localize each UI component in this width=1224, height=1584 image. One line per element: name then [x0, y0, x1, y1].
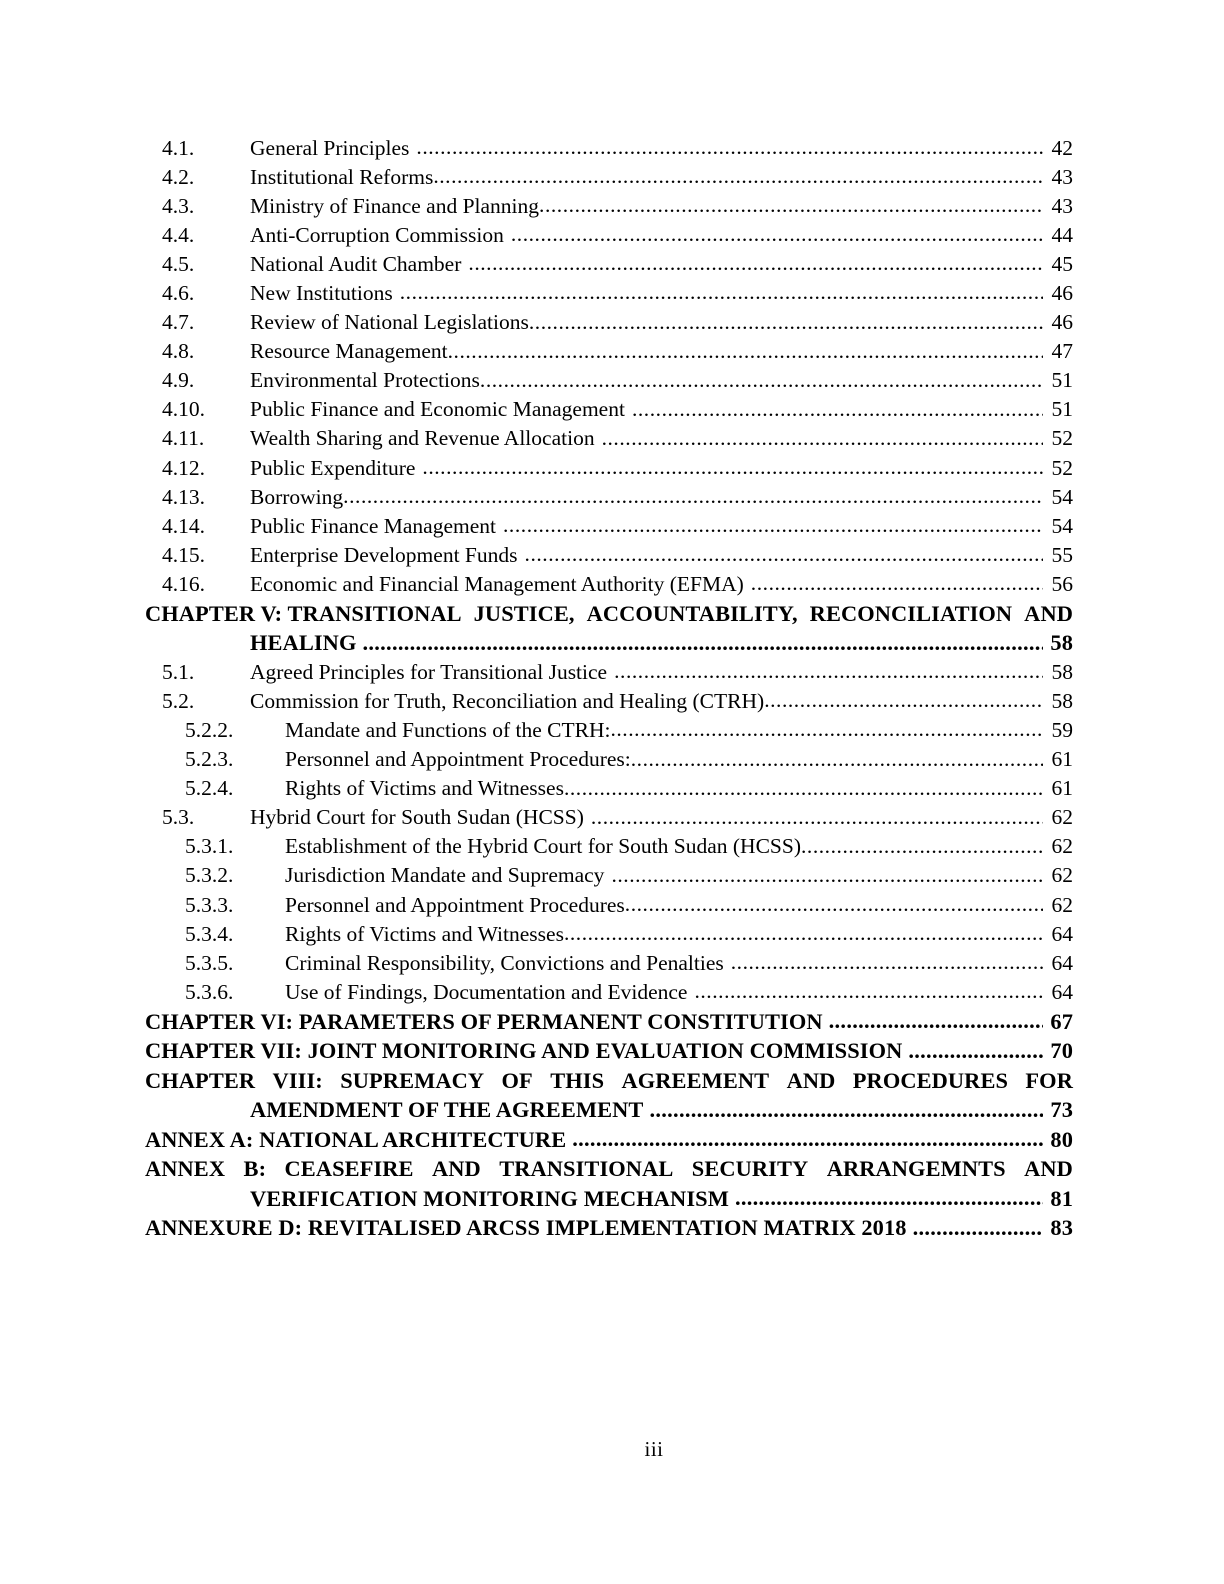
- toc-entry[interactable]: [145, 569, 1073, 598]
- heading-word: AND: [432, 1156, 481, 1181]
- toc-entry-title: Institutional Reforms: [250, 164, 434, 189]
- toc-entry-page-number: 61: [1051, 776, 1073, 801]
- toc-entry-number: 4.5.: [162, 251, 195, 276]
- toc-chapter-title: HEALING: [250, 630, 357, 656]
- toc-entry-number: 5.2.3.: [185, 747, 234, 772]
- toc-entry[interactable]: [145, 832, 1073, 861]
- heading-word: ACCOUNTABILITY,: [586, 600, 798, 626]
- toc-entry[interactable]: [145, 220, 1073, 249]
- toc-entry-title: Hybrid Court for South Sudan (HCSS): [250, 805, 584, 830]
- toc-chapter-heading-line: [145, 1066, 1073, 1095]
- toc-entry[interactable]: [145, 133, 1073, 162]
- heading-word: AND: [1024, 1156, 1073, 1181]
- heading-word: VIII:: [272, 1067, 323, 1093]
- toc-entry-page-number: 51: [1051, 397, 1073, 422]
- toc-entry-number: 5.3.2.: [185, 863, 234, 888]
- toc-entry-title: New Institutions: [250, 280, 393, 305]
- toc-entry-title: Review of National Legislations: [250, 310, 529, 335]
- toc-entry-page-number: 46: [1051, 280, 1073, 305]
- dot-leader: [433, 162, 1043, 184]
- dot-leader: [602, 424, 1043, 446]
- dot-leader: [422, 453, 1043, 475]
- toc-entry-title: Resource Management: [250, 339, 448, 364]
- toc-entry-page-number: 62: [1051, 863, 1073, 888]
- toc-entry-number: 5.3.3.: [185, 892, 234, 917]
- toc-entry-number: 4.12.: [162, 455, 205, 480]
- toc-entry-number: 5.3.: [162, 805, 195, 830]
- toc-entry-number: 4.3.: [162, 193, 195, 218]
- dot-leader: [416, 133, 1043, 155]
- toc-entry-number: 4.13.: [162, 484, 205, 509]
- toc-chapter-line: [145, 1213, 1073, 1243]
- toc-entry-title: Establishment of the Hybrid Court for South Sudan (HCSS): [285, 834, 801, 859]
- toc-entry[interactable]: [145, 803, 1073, 832]
- toc-chapter-continuation-line: [145, 628, 1073, 658]
- heading-word: THIS: [550, 1067, 605, 1093]
- toc-entry-title: Mandate and Functions of the CTRH:: [285, 717, 611, 742]
- toc-entry[interactable]: [145, 948, 1073, 977]
- toc-entry-number: 4.6.: [162, 280, 195, 305]
- toc-chapter-title: CHAPTER VII: JOINT MONITORING AND EVALUATION COMMISSION: [145, 1038, 903, 1064]
- toc-chapter-entry[interactable]: [145, 1124, 1073, 1154]
- page-footer: [0, 1437, 1224, 1462]
- dot-leader: [625, 890, 1043, 912]
- dot-leader: [564, 919, 1043, 941]
- heading-word: FOR: [1025, 1067, 1073, 1093]
- toc-chapter-page-number: 73: [1050, 1097, 1073, 1123]
- dot-leader: [801, 832, 1043, 854]
- toc-chapter-page-number: 81: [1050, 1185, 1073, 1211]
- dot-leader: [731, 948, 1043, 970]
- dot-leader: [764, 686, 1043, 708]
- heading-word: TRANSITIONAL: [499, 1156, 674, 1181]
- dot-leader: [829, 1006, 1043, 1028]
- table-of-contents-list: [145, 133, 1073, 1242]
- toc-entry-number: 4.11.: [162, 426, 205, 451]
- dot-leader: [480, 366, 1043, 388]
- toc-entry-page-number: 61: [1051, 747, 1073, 772]
- toc-entry-number: 4.10.: [162, 397, 205, 422]
- toc-chapter-title: CHAPTER VI: PARAMETERS OF PERMANENT CONSTITUTION: [145, 1008, 823, 1034]
- toc-entry-title: Anti-Corruption Commission: [250, 222, 504, 247]
- toc-entry[interactable]: [145, 715, 1073, 744]
- toc-entry-page-number: 56: [1051, 571, 1073, 596]
- toc-entry-page-number: 64: [1051, 950, 1073, 975]
- toc-entry-number: 5.3.5.: [185, 950, 234, 975]
- toc-entry[interactable]: [145, 745, 1073, 774]
- dot-leader: [539, 191, 1043, 213]
- dot-leader: [572, 1124, 1043, 1146]
- toc-entry[interactable]: [145, 540, 1073, 569]
- toc-entry-page-number: 47: [1051, 339, 1073, 364]
- toc-entry-title: Ministry of Finance and Planning: [250, 193, 540, 218]
- toc-entry-number: 4.4.: [162, 222, 195, 247]
- toc-chapter-title: ANNEXURE D: REVITALISED ARCSS IMPLEMENTATION MATRIX 2018: [145, 1215, 907, 1241]
- toc-entry[interactable]: [145, 482, 1073, 511]
- dot-leader: [400, 278, 1043, 300]
- dot-leader: [614, 657, 1043, 679]
- toc-entry-number: 4.1.: [162, 135, 195, 160]
- heading-word: SUPREMACY: [340, 1067, 485, 1093]
- toc-entry[interactable]: [145, 424, 1073, 453]
- dot-leader: [735, 1183, 1043, 1205]
- toc-chapter-entry[interactable]: [145, 1213, 1073, 1243]
- dot-leader: [913, 1213, 1043, 1235]
- toc-entry[interactable]: [145, 395, 1073, 424]
- toc-entry-title: Borrowing: [250, 484, 344, 509]
- toc-entry-title: Rights of Victims and Witnesses: [285, 921, 564, 946]
- dot-leader: [362, 628, 1043, 650]
- toc-chapter-page-number: 83: [1050, 1215, 1073, 1241]
- heading-word: JUSTICE,: [473, 600, 575, 626]
- toc-entry-number: 5.3.6.: [185, 979, 234, 1004]
- toc-entry-number: 4.16.: [162, 571, 205, 596]
- heading-word: AGREEMENT: [621, 1067, 770, 1093]
- toc-chapter-page-number: 80: [1050, 1126, 1073, 1152]
- toc-chapter-heading-line: [145, 1154, 1073, 1183]
- dot-leader: [631, 745, 1043, 767]
- dot-leader: [908, 1036, 1043, 1058]
- toc-entry[interactable]: [145, 511, 1073, 540]
- toc-entry-page-number: 54: [1051, 484, 1073, 509]
- heading-word: ARRANGEMNTS: [826, 1156, 1006, 1181]
- dot-leader: [448, 337, 1043, 359]
- toc-entry-title: Economic and Financial Management Authority (EFMA): [250, 571, 744, 596]
- toc-entry-page-number: 45: [1051, 251, 1073, 276]
- toc-entry-number: 5.2.: [162, 688, 195, 713]
- toc-entry-page-number: 58: [1051, 659, 1073, 684]
- toc-entry-number: 4.14.: [162, 513, 205, 538]
- toc-entry-page-number: 59: [1051, 717, 1073, 742]
- toc-entry-title: Agreed Principles for Transitional Justice: [250, 659, 608, 684]
- toc-entry[interactable]: [145, 308, 1073, 337]
- toc-entry[interactable]: [145, 861, 1073, 890]
- toc-entry-number: 5.3.1.: [185, 834, 234, 859]
- toc-entry-title: General Principles: [250, 135, 410, 160]
- toc-entry[interactable]: [145, 890, 1073, 919]
- dot-leader: [529, 308, 1043, 330]
- toc-entry-page-number: 52: [1051, 426, 1073, 451]
- toc-entry-number: 4.7.: [162, 310, 195, 335]
- toc-entry-page-number: 58: [1051, 688, 1073, 713]
- toc-chapter-heading-line: [145, 599, 1073, 628]
- dot-leader: [632, 395, 1043, 417]
- toc-chapter-title: VERIFICATION MONITORING MECHANISM: [250, 1185, 729, 1211]
- toc-chapter-entry[interactable]: [145, 1154, 1073, 1213]
- toc-chapter-line: [145, 1124, 1073, 1154]
- toc-chapter-entry[interactable]: [145, 1006, 1073, 1036]
- toc-entry[interactable]: [145, 977, 1073, 1006]
- heading-word: CHAPTER: [145, 1067, 256, 1093]
- heading-word: ANNEX: [145, 1156, 226, 1181]
- toc-chapter-continuation-line: [145, 1095, 1073, 1125]
- dot-leader: [525, 540, 1043, 562]
- toc-entry-page-number: 42: [1051, 135, 1073, 160]
- toc-entry-page-number: 51: [1051, 368, 1073, 393]
- heading-word: RECONCILIATION: [809, 600, 1013, 626]
- toc-chapter-entry[interactable]: [145, 1066, 1073, 1125]
- toc-chapter-entry[interactable]: [145, 1036, 1073, 1066]
- toc-chapter-continuation-line: [145, 1183, 1073, 1213]
- toc-chapter-page-number: 58: [1050, 630, 1073, 656]
- toc-entry[interactable]: [145, 919, 1073, 948]
- toc-entry-page-number: 44: [1051, 222, 1073, 247]
- toc-entry-page-number: 43: [1051, 193, 1073, 218]
- toc-entry[interactable]: [145, 278, 1073, 307]
- toc-entry-page-number: 52: [1051, 455, 1073, 480]
- dot-leader: [343, 482, 1043, 504]
- dot-leader: [468, 249, 1043, 271]
- toc-entry-page-number: 64: [1051, 921, 1073, 946]
- toc-entry-title: Personnel and Appointment Procedures:: [285, 747, 631, 772]
- dot-leader: [694, 977, 1043, 999]
- toc-entry-title: Public Expenditure: [250, 455, 416, 480]
- heading-word: PROCEDURES: [852, 1067, 1009, 1093]
- toc-chapter-entry[interactable]: [145, 599, 1073, 658]
- toc-chapter-title: ANNEX A: NATIONAL ARCHITECTURE: [145, 1126, 567, 1152]
- heading-word: CHAPTER V: TRANSITIONAL: [145, 600, 462, 626]
- toc-entry-title: Public Finance and Economic Management: [250, 397, 625, 422]
- heading-word: OF: [501, 1067, 533, 1093]
- toc-entry-number: 4.2.: [162, 164, 195, 189]
- toc-chapter-title: AMENDMENT OF THE AGREEMENT: [250, 1097, 644, 1123]
- toc-entry-number: 5.2.4.: [185, 776, 234, 801]
- toc-chapter-line: [145, 1036, 1073, 1066]
- toc-chapter-page-number: 67: [1050, 1008, 1073, 1034]
- toc-entry-title: Personnel and Appointment Procedures: [285, 892, 625, 917]
- toc-entry-title: Public Finance Management: [250, 513, 496, 538]
- toc-entry-page-number: 43: [1051, 164, 1073, 189]
- toc-entry-number: 4.8.: [162, 339, 195, 364]
- dot-leader: [649, 1095, 1043, 1117]
- toc-chapter-page-number: 70: [1050, 1038, 1073, 1064]
- toc-entry-page-number: 62: [1051, 805, 1073, 830]
- toc-entry[interactable]: [145, 191, 1073, 220]
- dot-leader: [564, 774, 1043, 796]
- toc-entry[interactable]: [145, 453, 1073, 482]
- dot-leader: [611, 861, 1043, 883]
- toc-entry-page-number: 64: [1051, 979, 1073, 1004]
- toc-chapter-line: [145, 1006, 1073, 1036]
- toc-entry-title: Commission for Truth, Reconciliation and Healing (CTRH): [250, 688, 765, 713]
- dot-leader: [591, 803, 1043, 825]
- folio-number: iii: [644, 1437, 664, 1461]
- toc-entry-number: 4.9.: [162, 368, 195, 393]
- dot-leader: [610, 715, 1043, 737]
- heading-word: AND: [1024, 600, 1073, 626]
- toc-entry-page-number: 54: [1051, 513, 1073, 538]
- heading-word: SECURITY: [691, 1156, 809, 1181]
- toc-entry-title: Use of Findings, Documentation and Evidence: [285, 979, 688, 1004]
- toc-entry-number: 5.2.2.: [185, 717, 234, 742]
- toc-entry[interactable]: [145, 249, 1073, 278]
- toc-entry-title: Wealth Sharing and Revenue Allocation: [250, 426, 595, 451]
- heading-word: B:: [243, 1156, 267, 1181]
- toc-entry-number: 5.3.4.: [185, 921, 234, 946]
- toc-entry-page-number: 62: [1051, 834, 1073, 859]
- toc-entry-page-number: 46: [1051, 310, 1073, 335]
- toc-entry-number: 5.1.: [162, 659, 195, 684]
- heading-word: AND: [786, 1067, 836, 1093]
- toc-entry[interactable]: [145, 162, 1073, 191]
- dot-leader: [511, 220, 1043, 242]
- toc-entry-title: Environmental Protections: [250, 368, 480, 393]
- toc-entry-number: 4.15.: [162, 542, 205, 567]
- toc-entry[interactable]: [145, 657, 1073, 686]
- toc-entry-title: Rights of Victims and Witnesses: [285, 776, 564, 801]
- dot-leader: [503, 511, 1043, 533]
- toc-entry-title: National Audit Chamber: [250, 251, 462, 276]
- toc-entry[interactable]: [145, 686, 1073, 715]
- toc-entry-title: Criminal Responsibility, Convictions and Penalties: [285, 950, 724, 975]
- toc-entry-page-number: 62: [1051, 892, 1073, 917]
- toc-entry[interactable]: [145, 366, 1073, 395]
- dot-leader: [751, 569, 1043, 591]
- toc-entry[interactable]: [145, 337, 1073, 366]
- heading-word: CEASEFIRE: [284, 1156, 414, 1181]
- toc-entry-title: Jurisdiction Mandate and Supremacy: [285, 863, 605, 888]
- toc-entry-title: Enterprise Development Funds: [250, 542, 518, 567]
- toc-entry[interactable]: [145, 774, 1073, 803]
- toc-entry-page-number: 55: [1051, 542, 1073, 567]
